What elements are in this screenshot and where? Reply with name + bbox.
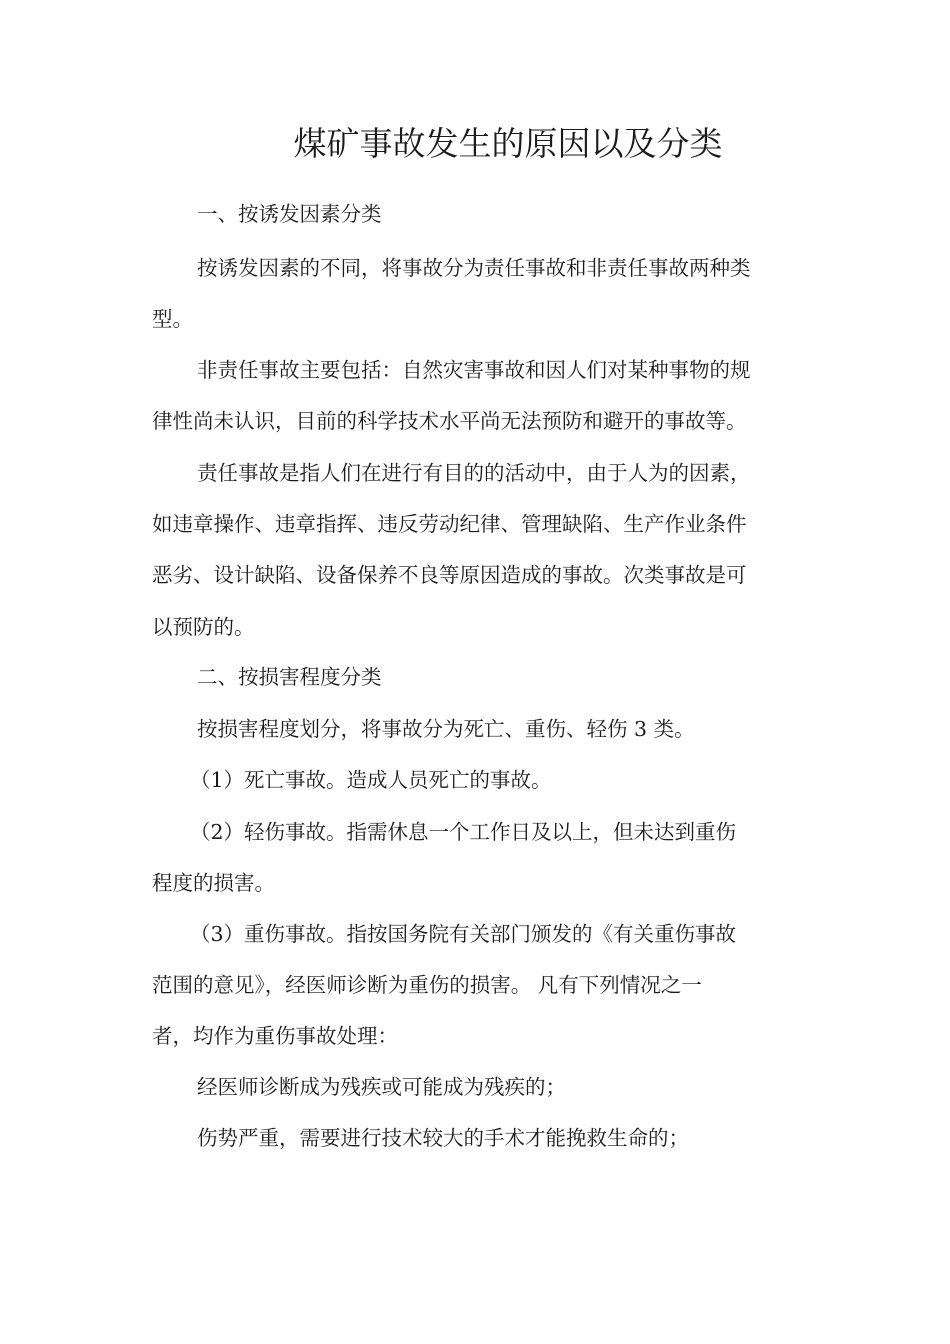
paragraph-line: 伤势严重，需要进行技术较大的手术才能挽救生命的；	[197, 1126, 689, 1150]
paragraph-line: 范围的意见》，经医师诊断为重伤的损害。 凡有下列情况之一	[152, 973, 702, 997]
paragraph-line: 如违章操作、违章指挥、违反劳动纪律、管理缺陷、生产作业条件	[152, 512, 747, 536]
section-heading-1: 一、按诱发因素分类	[197, 202, 382, 226]
section-heading-2: 二、按损害程度分类	[197, 665, 382, 689]
list-item: （3）重伤事故。指按国务院有关部门颁发的《有关重伤事故	[190, 922, 737, 946]
list-item: （2）轻伤事故。指需休息一个工作日及以上，但未达到重伤	[190, 820, 737, 844]
paragraph-line: 非责任事故主要包括：自然灾害事故和因人们对某种事物的规	[197, 358, 751, 382]
document-title: 煤矿事故发生的原因以及分类	[293, 124, 723, 163]
paragraph-line: 按损害程度划分，将事故分为死亡、重伤、轻伤 3 类。	[197, 717, 695, 741]
paragraph-line: 程度的损害。	[152, 871, 275, 895]
paragraph-line: 以预防的。	[152, 615, 255, 639]
paragraph-line: 经医师诊断成为残疾或可能成为残疾的；	[197, 1075, 566, 1099]
paragraph-line: 责任事故是指人们在进行有目的的活动中，由于人为的因素，	[197, 461, 751, 485]
paragraph-line: 律性尚未认识，目前的科学技术水平尚无法预防和避开的事故等。	[152, 409, 747, 433]
paragraph-line: 恶劣、设计缺陷、设备保养不良等原因造成的事故。次类事故是可	[152, 563, 747, 587]
paragraph-line: 型。	[152, 307, 193, 331]
paragraph-line: 者，均作为重伤事故处理：	[152, 1024, 398, 1048]
paragraph-line: 按诱发因素的不同，将事故分为责任事故和非责任事故两种类	[197, 256, 751, 280]
list-item: （1）死亡事故。造成人员死亡的事故。	[190, 768, 552, 792]
